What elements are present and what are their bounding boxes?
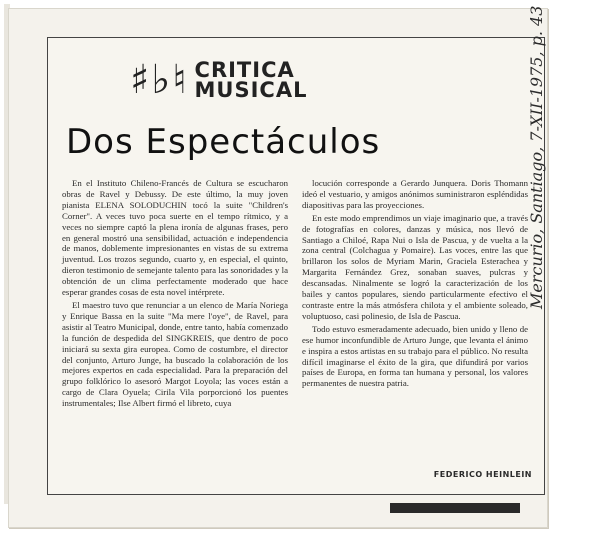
author-signature: FEDERICO HEINLEIN (433, 470, 532, 479)
masthead-line-2: MUSICAL (194, 78, 308, 102)
paragraph: Todo estuvo esmeradamente adecuado, bien unido y lleno de ese humor inconfundible de Arturo Junge, que levanta el ánimo e inspira a estos artistas en su trabajo para el público. No resulta difícil imaginarse el éxito de la gira, que difundirá por varios países de Europa, en forma tan humana y personal, los valores permanentes de nuestra patria. (302, 323, 528, 389)
paragraph: En este modo emprendimos un viaje imaginario que, a través de fotografías en colores, danzas y música, nos llevó de Santiago a Chiloé, Rapa Nui o Isla de Pascua, y de vuelta a la zona central (Colchagua y Pomaire). Las voces, entre las que brillaron los solos de Myriam Marin, Graciela Esterachea y Margarita Fernández Grez, sonaban suaves, pulcras y descansadas. Ninalmente se logró la caracterización de los bailes y cantos populares, siendo particularmente efectivo el contraste entre la más atmósfera chilota y el ambiente soleado, voluptuoso, casi polinesio, de Isla de Pascua. (302, 212, 528, 321)
scan-artifact-bar (390, 503, 520, 513)
article-column-right (302, 178, 528, 391)
column-masthead (130, 52, 307, 108)
masthead-line-1: CRITICA (194, 58, 295, 82)
article-column-left (62, 178, 288, 411)
paragraph: locución corresponde a Gerardo Junquera. Doris Thomann ideó el vestuario, y amigos anónimos suministraron espléndidas diapositivas para las proyecciones. (302, 178, 528, 210)
handwritten-source-note: Mercurio, Santiago, 7-XII-1975, p. 43 (527, 5, 546, 309)
article-frame (47, 37, 545, 495)
paragraph: El maestro tuvo que renunciar a un elenco de María Noriega y Enrique Bassa en la suite "Ma mere l'oye", de Ravel, para asistir al Teatro Municipal, donde, entre tanto, había comenzado la función de despedida del SINGKREIS, que dentro de poco iniciará su sexta gira europea. Como de costumbre, el director del conjunto, Arturo Junge, ha buscado la colaboración de los mejores expertos en cada especialidad. Para la preparación del grupo folklórico lo asesoró Margot Loyola; las voces están a cargo de Clara Oyuela; Cirila Vila porporcionó los puentes instrumentales; Ilse Albert firmó el libreto, cuya (62, 299, 288, 409)
music-notes-icon: ♯♭♮ (130, 56, 189, 103)
paragraph: En el Instituto Chileno-Francés de Cultura se escucharon obras de Ravel y Debussy. De este último, la muy joven pianista ELENA SOLODUCHIN tocó la suite "Children's Corner". A veces tuvo poca suerte en el tempo rítmico, y a veces no siempre captó la plena ironía de algunas frases, pero en general mostró una sensibilidad, actuación e independencia de manos, doblemente impresionantes en vistas de su extrema juventud. Los trozos segundo, cuarto y, en especial, el quinto, dieron testimonio de semejante talento para las sonoridades y la obtención de un clima perfectamente moderado que hace esperar grandes cosas de esta novel intérprete. (62, 178, 288, 298)
headline: Dos Espectáculos (66, 122, 381, 162)
masthead-title (195, 60, 308, 100)
newspaper-clipping (8, 5, 548, 528)
